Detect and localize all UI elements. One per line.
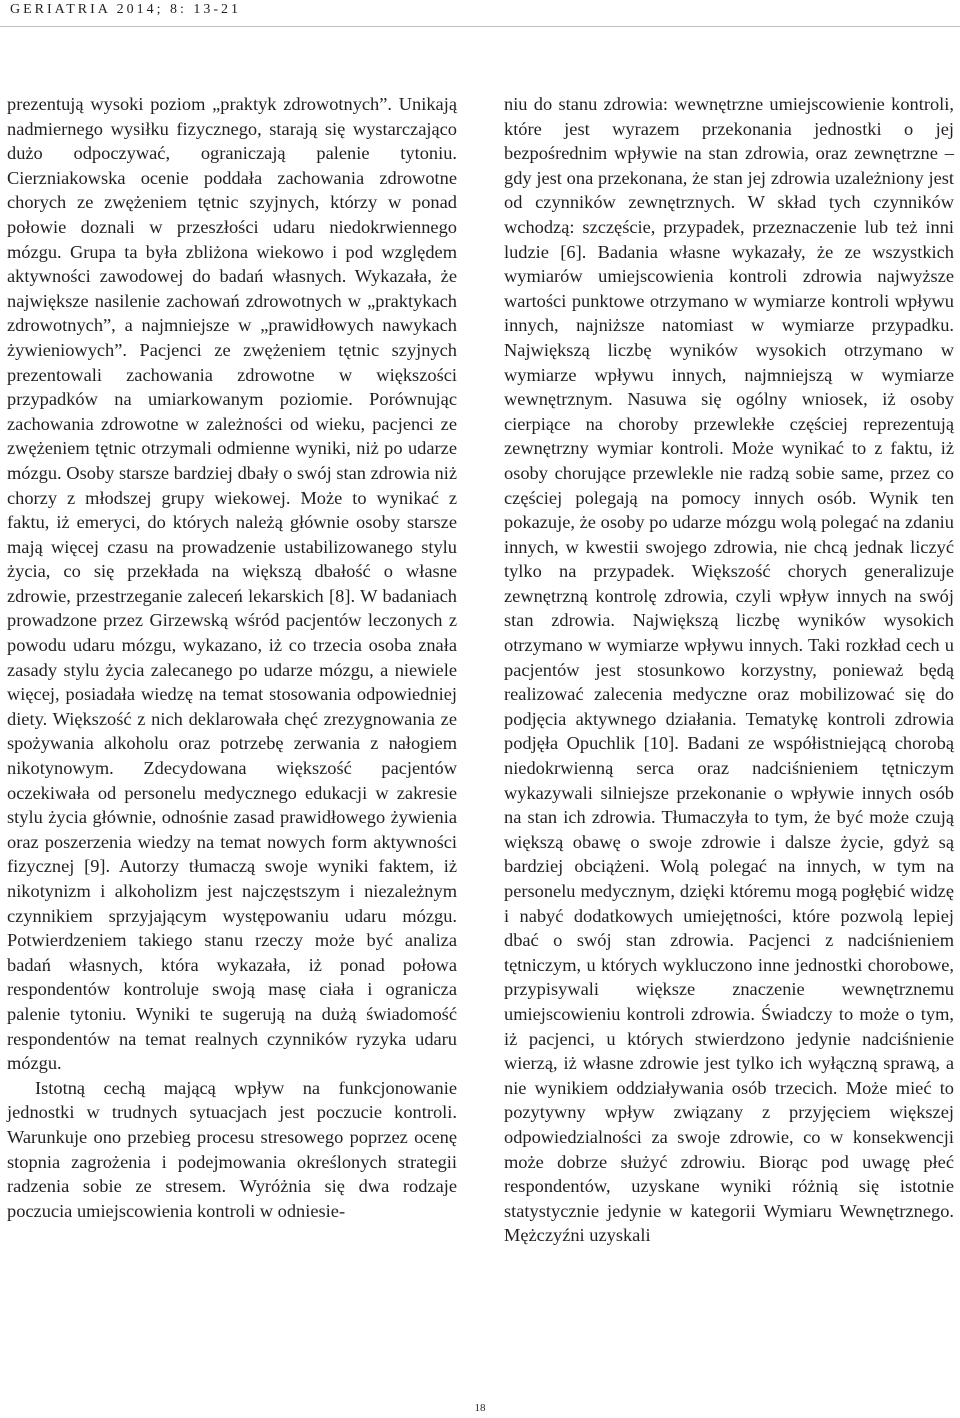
left-paragraph-2: Istotną cechą mającą wpływ na funkcjonowanie jednostki w trudnych sytuacjach jest poczucie kontroli. Warunkuje ono przebieg procesu stresowego poprzez ocenę stopnia zagrożenia i podejmowania określonych strategii radzenia sobie ze stresem. Wyróżnia się dwa rodzaje poczucia umiejscowienia kontroli w odniesie-: [7, 1077, 457, 1221]
page-number: 18: [474, 1402, 486, 1414]
header-rule: [0, 26, 960, 27]
right-column: [504, 92, 954, 1248]
right-paragraph-1: niu do stanu zdrowia: wewnętrzne umiejscowienie kontroli, które jest wyrazem przekonania jednostki o jej bezpośrednim wpływie na stan zdrowia, oraz zewnętrzne – gdy jest ona przekonana, że stan jej zdrowia uzależniony jest od czynników zewnętrznych. W skład tych czynników wchodzą: szczęście, przypadek, przeznaczenie lub też inni ludzie [6]. Badania własne wykazały, że ze wszystkich wymiarów umiejscowienia kontroli zdrowia najwyższe wartości punktowe otrzymano w wymiarze kontroli wpływu innych, najniższe natomiast w wymiarze przypadku. Największą liczbę wyników wysokich otrzymano w wymiarze wpływu innych, najmniejszą w wymiarze wewnętrznym. Nasuwa się ogólny wniosek, iż osoby cierpiące na choroby przewlekłe częściej reprezentują zewnętrzny wymiar kontroli. Może wynikać to z faktu, iż osoby chorujące przewlekle nie radzą sobie same, przez co częściej polegają na pomocy innych osób. Wynik ten pokazuje, że osoby po udarze mózgu wolą polegać na zdaniu innych, w kwestii swojego zdrowia, nie chcą jednak liczyć tylko na przypadek. Większość chorych generalizuje zewnętrzną kontrolę zdrowia, czyli wpływ innych na swój stan zdrowia. Największą liczbę wyników wysokich otrzymano w wymiarze wpływu innych. Taki rozkład cech u pacjentów jest stosunkowo korzystny, ponieważ będą realizować zalecenia medyczne oraz mobilizować się do podjęcia aktywnego działania. Tematykę kontroli zdrowia podjęła Opuchlik [10]. Badani ze współistniejącą chorobą niedokrwienną serca oraz nadciśnieniem tętniczym wykazywali silniejsze przekonanie o wpływie innych osób na stan ich zdrowia. Tłumaczyła to tym, że być może czują większą obawę o swoje zdrowie i dalsze życie, gdyż są bardziej obciążeni. Wolą polegać na innych, w tym na personelu medycznym, dzięki któremu mogą pogłębić widzę i nabyć dodatkowych umiejętności, które pozwolą lepiej dbać o swój stan zdrowia. Pacjenci z nadciśnieniem tętniczym, u których wykluczono inne jednostki chorobowe, przypisywali większe znaczenie wewnętrznemu umiejscowieniu kontroli zdrowia. Świadczy to może o tym, iż pacjenci, u których stwierdzono jedynie nadciśnienie wierzą, iż własne zdrowie jest tylko ich wyłączną sprawą, a nie wynikiem oddziaływania osób trzecich. Może mieć to pozytywny wpływ związany z przyjęciem większej odpowiedzialności za swoje zdrowie, co w konsekwencji może dobrze służyć zdrowiu. Biorąc pod uwagę płeć respondentów, uzyskane wyniki różnią się istotnie statystycznie jedynie w kategorii Wymiaru Wewnętrznego. Mężczyźni uzyskali: [504, 94, 954, 1246]
left-column: [7, 92, 457, 1223]
running-head: GERIATRIA 2014; 8: 13-21: [10, 2, 242, 17]
left-paragraph-1: prezentują wysoki poziom „praktyk zdrowotnych”. Unikają nadmiernego wysiłku fizycznego, starają się wystarczająco dużo odpoczywać, ograniczają palenie tytoniu. Cierzniakowska ocenie poddała zachowania zdrowotne chorych ze zwężeniem tętnic szyjnych, którzy w ponad połowie doznali w przeszłości udaru niedokrwiennego mózgu. Grupa ta była zbliżona wiekowo i pod względem aktywności zawodowej do badań własnych. Wykazała, że największe nasilenie zachowań zdrowotnych w „praktykach zdrowotnych”, a najmniejsze w „prawidłowych nawykach żywieniowych”. Pacjenci ze zwężeniem tętnic szyjnych prezentowali zachowania zdrowotne w większości przypadków na umiarkowanym poziomie. Porównując zachowania zdrowotne w zależności od wieku, pacjenci ze zwężeniem tętnic otrzymali odmienne wyniki, niż po udarze mózgu. Osoby starsze bardziej dbały o swój stan zdrowia niż chorzy z młodszej grupy wiekowej. Może to wynikać z faktu, iż emeryci, do których należą głównie osoby starsze mają więcej czasu na prowadzenie ustabilizowanego stylu życia, co się przekłada na większą dbałość o własne zdrowie, przestrzeganie zaleceń lekarskich [8]. W badaniach prowadzone przez Girzewską wśród pacjentów leczonych z powodu udaru mózgu, wykazano, iż co trzecia osoba znała zasady stylu życia zalecanego po udarze mózgu, a niewiele więcej, posiadała wiedzę na temat stosowania odpowiedniej diety. Większość z nich deklarowała chęć zrezygnowania ze spożywania alkoholu oraz potrzebę zerwania z nałogiem nikotynowym. Zdecydowana większość pacjentów oczekiwała od personelu medycznego edukacji w zakresie stylu życia głównie, odnośnie zasad prawidłowego żywienia oraz poszerzenia wiedzy na temat nowych form aktywności fizycznej [9]. Autorzy tłumaczą swoje wyniki faktem, iż nikotynizm i alkoholizm jest najczęstszym i niezależnym czynnikiem sprzyjającym występowaniu udaru mózgu. Potwierdzeniem takiego stanu rzeczy może być analiza badań własnych, która wykazała, iż ponad połowa respondentów kontroluje swoją masę ciała i ogranicza palenie tytoniu. Wyniki te sugerują na dużą świadomość respondentów na temat realnych czynników ryzyka udaru mózgu.: [7, 94, 457, 1074]
